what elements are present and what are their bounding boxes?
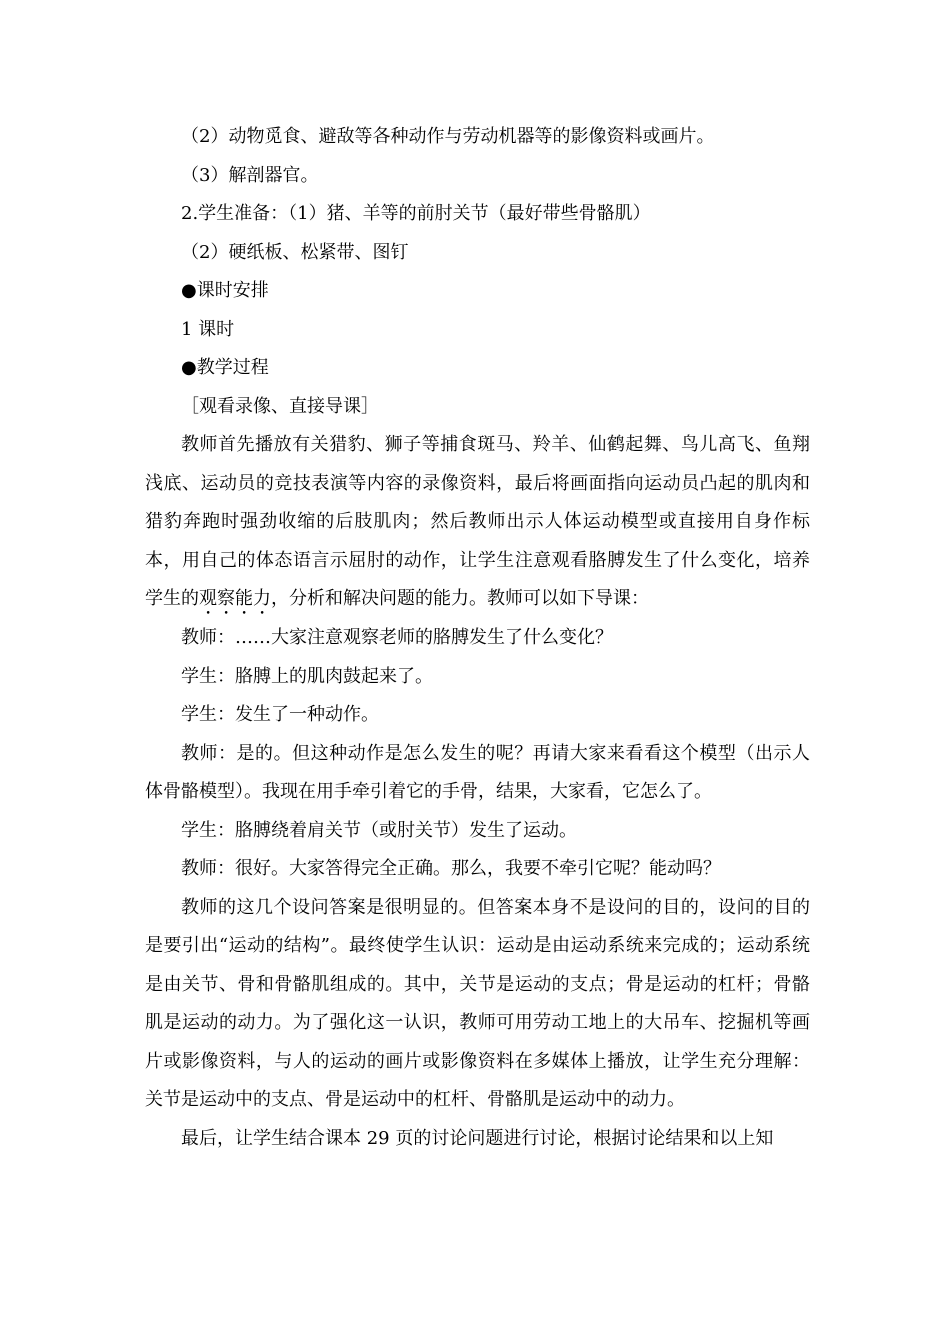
dialog-line-1: 教师：……大家注意观察老师的胳膊发生了什么变化？ <box>181 627 613 648</box>
paragraph-final: 最后，让学生结合课本 29 页的讨论问题进行讨论，根据讨论结果和以上知 <box>181 1127 774 1149</box>
dialog-line-3: 学生：发生了一种动作。 <box>181 704 379 725</box>
subsection-heading: ［观看录像、直接导课］ <box>181 395 379 417</box>
document-body <box>145 118 810 1158</box>
dialog-line-4: 教师：是的。但这种动作是怎么发生的呢？再请大家来看看这个模型（出示人体骨骼模型）。我现在用手牵引着它的手骨，结果，大家看，它怎么了。 <box>145 742 810 802</box>
prep-item-2: （2）动物觅食、避敌等各种动作与劳动机器等的影像资料或画片。 <box>181 126 715 147</box>
section-heading-process: ●教学过程 <box>181 357 269 378</box>
schedule-value: 1 课时 <box>181 318 235 340</box>
prep-item-3: （3）解剖器官。 <box>181 164 319 186</box>
paragraph-explanation: 教师的这几个设问答案是很明显的。但答案本身不是设问的目的，设问的目的是要引出“运动的结构”。最终使学生认识：运动是由运动系统来完成的；运动系统是由关节、骨和骨骼肌组成的。其中，关节是运动的支点；骨是运动的杠杆；骨骼肌是运动的动力。为了强化这一认识，教师可用劳动工地上的大吊车、挖掘机等画片或影像资料，与人的运动的画片或影像资料在多媒体上播放，让学生充分理解：关节是运动中的支点、骨是运动中的杠杆、骨骼肌是运动中的动力。 <box>145 896 810 1110</box>
paragraph-intro-text-2: ，分析和解决问题的能力。教师可以如下导课： <box>271 588 649 609</box>
section-heading-schedule: ●课时安排 <box>181 280 269 301</box>
dialog-line-2: 学生：胳膊上的肌肉鼓起来了。 <box>181 665 433 687</box>
paragraph-intro <box>145 426 810 619</box>
dialog-line-6: 教师：很好。大家答得完全正确。那么，我要不牵引它呢？能动吗？ <box>181 858 721 879</box>
student-prep-item-2: （2）硬纸板、松紧带、图钉 <box>181 241 409 263</box>
student-prep-heading: 2.学生准备：（1）猪、羊等的前肘关节（最好带些骨骼肌） <box>181 203 651 224</box>
dialog-line-5: 学生：胳膊绕着肩关节（或肘关节）发生了运动。 <box>181 819 577 841</box>
paragraph-intro-text-1: 教师首先播放有关猎豹、狮子等捕食斑马、羚羊、仙鹤起舞、鸟儿高飞、鱼翔浅底、运动员的竞技表演等内容的录像资料，最后将画面指向运动员凸起的肌肉和猎豹奔跑时强劲收缩的后肢肌肉；然后教师出示人体运动模型或直接用自身作标本，用自己的体态语言示屈肘的动作，让学生注意观看胳膊发生了什么变化，培养学生的 <box>145 434 810 609</box>
emphasis-text: 观察能力 <box>199 588 271 609</box>
